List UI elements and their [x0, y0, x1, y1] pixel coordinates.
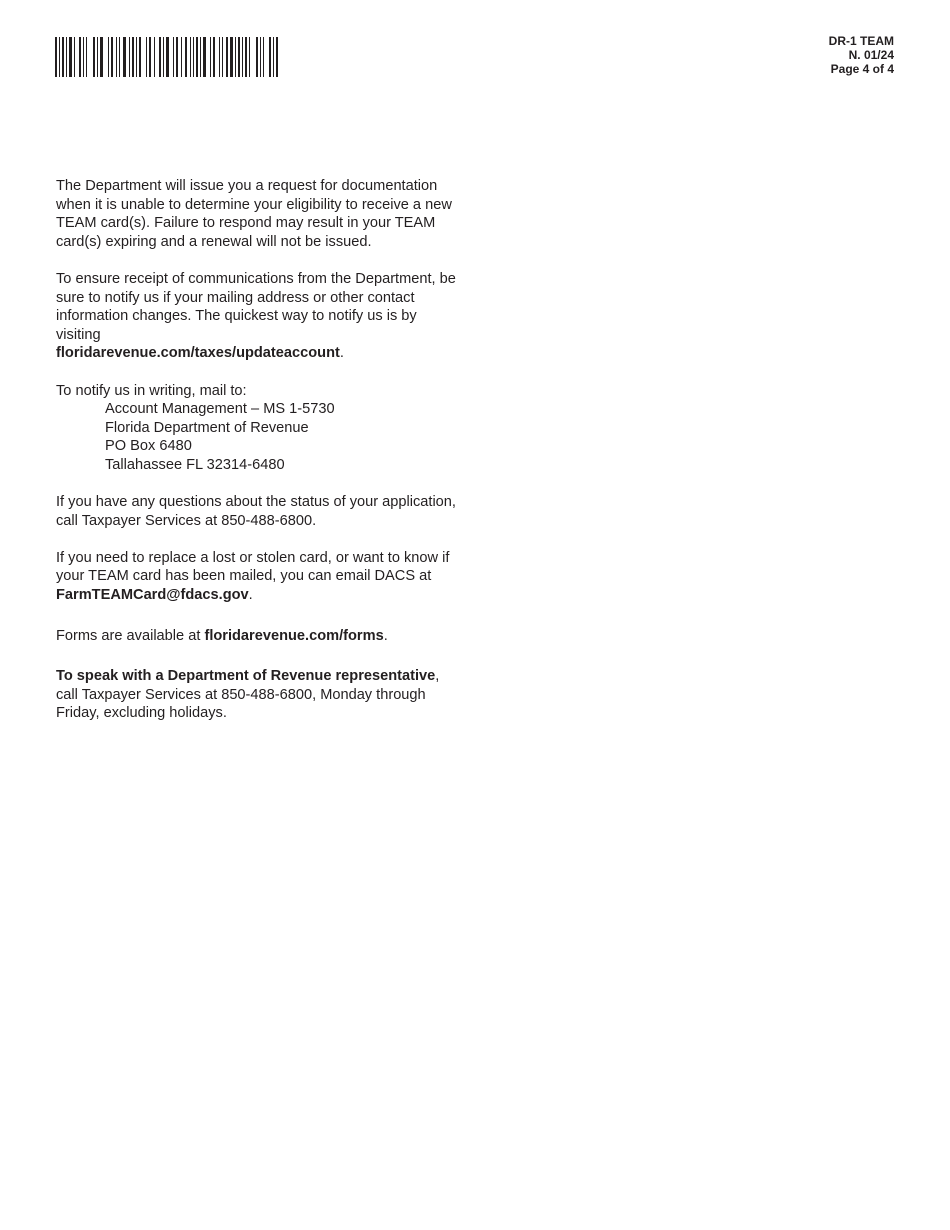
form-revision: N. 01/24: [848, 48, 894, 62]
address-line: Tallahassee FL 32314-6480: [105, 456, 285, 473]
forms-text: Forms are available at: [56, 627, 201, 644]
forms-link[interactable]: floridarevenue.com/forms: [204, 627, 384, 644]
representative-heading: To speak with a Department of Revenue representative: [56, 668, 436, 685]
representative-paragraph: [56, 667, 456, 723]
mail-intro: To notify us in writing, mail to:: [56, 382, 247, 399]
address-line: PO Box 6480: [105, 438, 192, 455]
address-line: Florida Department of Revenue: [105, 419, 309, 436]
lost-card-paragraph: If you need to replace a lost or stolen card, or want to know if your TEAM card has been mailed, you can email DACS at FarmTEAMCard@fdacs.gov.: [56, 549, 450, 604]
lost-card-text: If you need to replace a lost or stolen card, or want to know if your TEAM card has been mailed, you can email DACS at: [56, 549, 450, 585]
mailing-address: [56, 400, 456, 474]
address-line: Account Management – MS 1-5730: [105, 401, 335, 418]
forms-paragraph: Forms are available at floridarevenue.com/forms.: [56, 627, 388, 644]
contact-update-text: To ensure receipt of communications from the Department, be sure to notify us if your mailing address or other contact information changes. The quickest way to notify us is by visiting: [56, 270, 456, 343]
page-number: Page 4 of 4: [830, 62, 894, 76]
form-identifier: [829, 34, 894, 76]
form-number: DR-1 TEAM: [828, 34, 894, 48]
update-account-link[interactable]: floridarevenue.com/taxes/updateaccount: [56, 345, 340, 362]
barcode: [55, 37, 279, 77]
dacs-email-link[interactable]: FarmTEAMCard@fdacs.gov: [56, 587, 249, 604]
status-questions-paragraph: If you have any questions about the status of your application, call Taxpayer Services at 850-488-6800.: [56, 494, 456, 529]
documentation-paragraph: The Department will issue you a request for documentation when it is unable to determine your eligibility to receive a new TEAM card(s). Failure to respond may result in your TEAM card(s) expiring and a renewal will not be issued.: [56, 178, 452, 250]
representative-text: , call Taxpayer Services at 850-488-6800, Monday through Friday, excluding holidays.: [56, 668, 440, 722]
contact-update-paragraph: To ensure receipt of communications from the Department, be sure to notify us if your mailing address or other contact information changes. The quickest way to notify us is by visiting floridarevenue.com/taxes/updateaccount.: [56, 270, 456, 362]
instructions-body: [56, 177, 456, 723]
